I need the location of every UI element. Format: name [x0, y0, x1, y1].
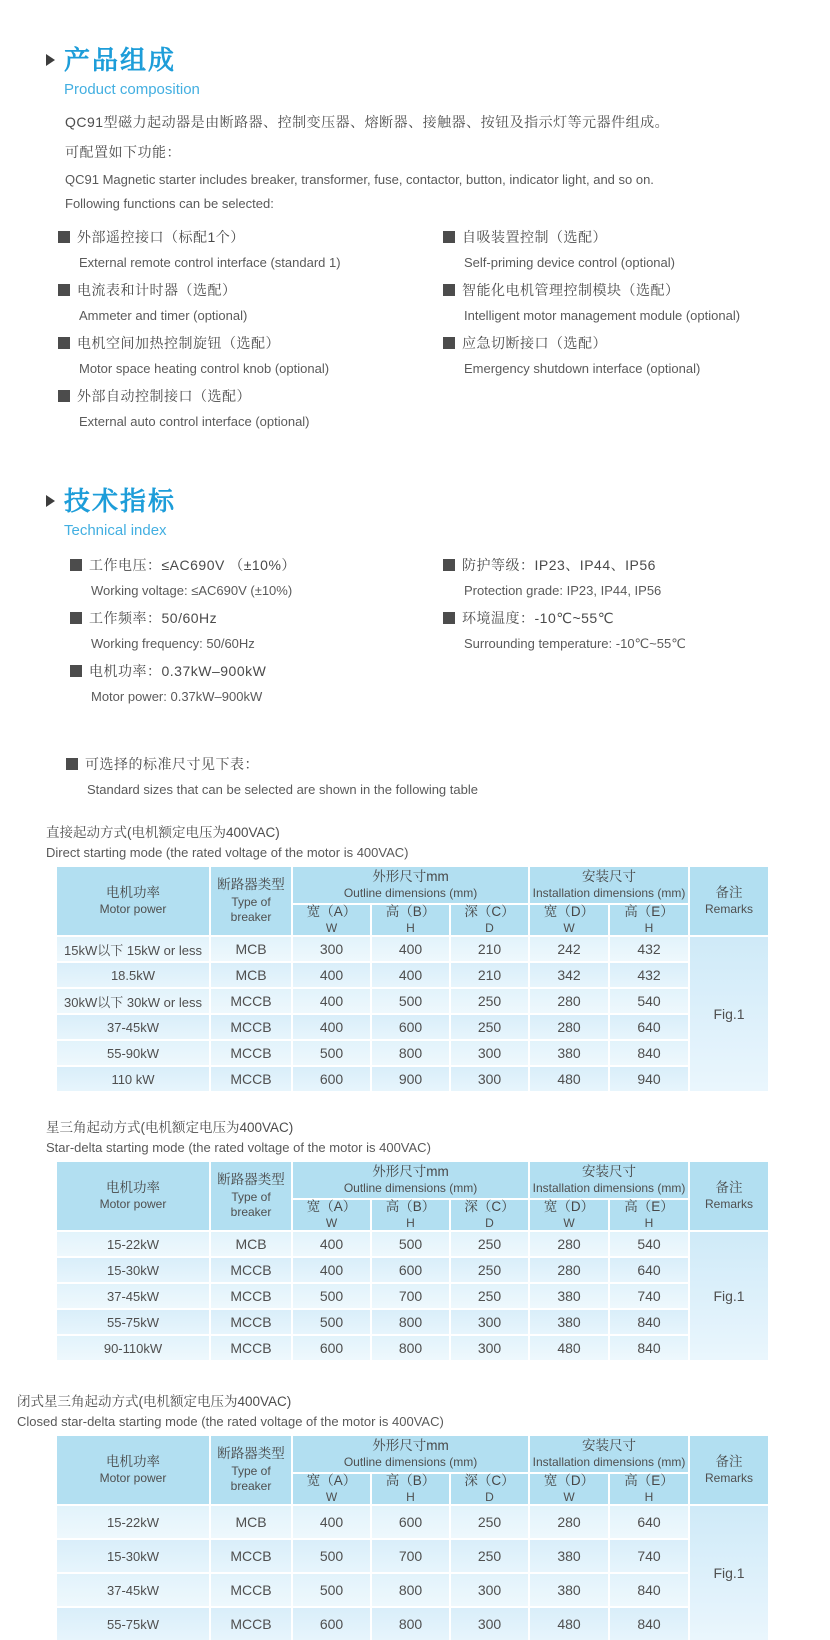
cell-width-d: 280 [530, 1258, 608, 1282]
cell-motor-power: 15-22kW [57, 1506, 209, 1538]
col-header-remarks: 备注 Remarks [690, 867, 768, 935]
cell-height-e: 940 [610, 1067, 688, 1091]
cell-height-b: 800 [372, 1336, 449, 1360]
cell-height-e: 740 [610, 1540, 688, 1572]
table-title-cn: 直接起动方式(电机额定电压为400VAC) [46, 825, 280, 840]
cell-width-d: 380 [530, 1540, 608, 1572]
cell-width-a: 300 [293, 937, 370, 961]
col-header-height-e: 高（E） H [610, 1200, 688, 1230]
feature-list [58, 227, 830, 439]
cell-breaker-type: MCCB [211, 1258, 291, 1282]
cell-height-e: 840 [610, 1310, 688, 1334]
cell-depth-c: 250 [451, 1284, 528, 1308]
filled-square-icon [443, 612, 455, 624]
feature-label-en: Ammeter and timer (optional) [79, 308, 248, 323]
feature-label-cn: 自吸装置控制（选配） [462, 229, 607, 245]
cell-breaker-type: MCCB [211, 1540, 291, 1572]
cell-width-d: 242 [530, 937, 608, 961]
cell-depth-c: 210 [451, 963, 528, 987]
col-header-breaker-type: 断路器类型 Type of breaker [211, 867, 291, 935]
cell-depth-c: 210 [451, 937, 528, 961]
cell-breaker-type: MCCB [211, 1284, 291, 1308]
paragraph-cn: QC91型磁力起动器是由断路器、控制变压器、熔断器、接触器、按钮及指示灯等元器件组成。 [65, 114, 670, 130]
spec-label-en: Working voltage: ≤AC690V (±10%) [91, 583, 293, 598]
filled-square-icon [443, 337, 455, 349]
col-header-height-b: 高（B） H [372, 905, 449, 935]
cell-motor-power: 55-90kW [57, 1041, 209, 1065]
cell-depth-c: 300 [451, 1608, 528, 1640]
cell-height-b: 400 [372, 937, 449, 961]
cell-depth-c: 300 [451, 1336, 528, 1360]
col-group-outline-dimensions: 外形尺寸mm Outline dimensions (mm) [293, 1436, 528, 1472]
table-closed-star-delta-starting [17, 1390, 830, 1640]
table-star-delta-starting [46, 1116, 830, 1360]
feature-label-en: External auto control interface (optional) [79, 414, 310, 429]
col-header-height-e: 高（E） H [610, 1474, 688, 1504]
cell-breaker-type: MCB [211, 1506, 291, 1538]
cell-width-a: 600 [293, 1608, 370, 1640]
feature-item [443, 280, 830, 323]
cell-width-a: 400 [293, 989, 370, 1013]
cell-motor-power: 15-22kW [57, 1232, 209, 1256]
feature-label-cn: 外部自动控制接口（选配） [77, 388, 251, 404]
filled-square-icon [58, 231, 70, 243]
cell-motor-power: 37-45kW [57, 1574, 209, 1606]
col-group-installation-dimensions: 安装尺寸 Installation dimensions (mm) [530, 867, 688, 903]
remarks-cell: Fig.1 [690, 1232, 768, 1360]
col-header-width-d: 宽（D） W [530, 1200, 608, 1230]
cell-breaker-type: MCB [211, 937, 291, 961]
cell-breaker-type: MCCB [211, 1015, 291, 1039]
table-title-cn: 星三角起动方式(电机额定电压为400VAC) [46, 1120, 294, 1135]
col-header-width-a: 宽（A） W [293, 1200, 370, 1230]
col-header-motor-power: 电机功率 Motor power [57, 1436, 209, 1504]
col-header-remarks: 备注 Remarks [690, 1436, 768, 1504]
standard-sizes-note [66, 754, 830, 797]
feature-label-cn: 应急切断接口（选配） [462, 335, 607, 351]
cell-width-d: 480 [530, 1608, 608, 1640]
col-header-breaker-type: 断路器类型 Type of breaker [211, 1436, 291, 1504]
cell-height-b: 600 [372, 1015, 449, 1039]
col-header-depth-c: 深（C） D [451, 1200, 528, 1230]
cell-width-d: 280 [530, 1232, 608, 1256]
spec-label-en: Surrounding temperature: -10℃~55℃ [464, 636, 686, 651]
feature-item [58, 386, 443, 429]
cell-depth-c: 250 [451, 1540, 528, 1572]
cell-motor-power: 90-110kW [57, 1336, 209, 1360]
cell-depth-c: 250 [451, 1506, 528, 1538]
cell-height-b: 900 [372, 1067, 449, 1091]
table-direct-starting [46, 821, 830, 1091]
cell-breaker-type: MCB [211, 1232, 291, 1256]
cell-height-b: 500 [372, 1232, 449, 1256]
spec-label-en: Working frequency: 50/60Hz [91, 636, 255, 651]
cell-breaker-type: MCCB [211, 1067, 291, 1091]
right-triangle-icon [46, 54, 55, 66]
cell-height-e: 840 [610, 1041, 688, 1065]
filled-square-icon [443, 559, 455, 571]
cell-height-b: 800 [372, 1310, 449, 1334]
spec-label-cn: 工作频率：50/60Hz [89, 610, 218, 626]
cell-motor-power: 15-30kW [57, 1540, 209, 1572]
feature-label-en: Self-priming device control (optional) [464, 255, 675, 270]
feature-item [443, 227, 830, 270]
filled-square-icon [443, 231, 455, 243]
cell-width-d: 480 [530, 1067, 608, 1091]
cell-width-d: 380 [530, 1041, 608, 1065]
remarks-cell: Fig.1 [690, 1506, 768, 1640]
cell-breaker-type: MCCB [211, 1310, 291, 1334]
spec-column-left [70, 555, 443, 714]
table-title-en: Closed star-delta starting mode (the rated voltage of the motor is 400VAC) [17, 1414, 444, 1429]
dimensions-table [57, 1162, 768, 1360]
spec-label-cn: 环境温度：-10℃~55℃ [462, 610, 614, 626]
filled-square-icon [70, 612, 82, 624]
cell-width-d: 280 [530, 1015, 608, 1039]
cell-breaker-type: MCCB [211, 1041, 291, 1065]
spec-label-en: Protection grade: IP23, IP44, IP56 [464, 583, 662, 598]
cell-motor-power: 55-75kW [57, 1310, 209, 1334]
dimensions-table [57, 1436, 768, 1640]
cell-motor-power: 15-30kW [57, 1258, 209, 1282]
cell-depth-c: 300 [451, 1310, 528, 1334]
spec-item [443, 555, 830, 598]
cell-width-d: 280 [530, 1506, 608, 1538]
section-technical-index-header [46, 439, 830, 539]
feature-label-cn: 智能化电机管理控制模块（选配） [462, 282, 680, 298]
feature-label-en: Emergency shutdown interface (optional) [464, 361, 701, 376]
dimensions-table [57, 867, 768, 1091]
col-header-width-d: 宽（D） W [530, 1474, 608, 1504]
col-group-outline-dimensions: 外形尺寸mm Outline dimensions (mm) [293, 867, 528, 903]
spec-list [70, 555, 830, 714]
cell-height-b: 400 [372, 963, 449, 987]
col-header-breaker-type: 断路器类型 Type of breaker [211, 1162, 291, 1230]
feature-item [58, 280, 443, 323]
cell-depth-c: 300 [451, 1067, 528, 1091]
col-header-height-b: 高（B） H [372, 1200, 449, 1230]
col-header-depth-c: 深（C） D [451, 905, 528, 935]
cell-height-b: 800 [372, 1041, 449, 1065]
cell-height-e: 432 [610, 937, 688, 961]
filled-square-icon [58, 390, 70, 402]
cell-width-a: 600 [293, 1336, 370, 1360]
cell-height-b: 800 [372, 1608, 449, 1640]
cell-depth-c: 250 [451, 989, 528, 1013]
cell-height-b: 800 [372, 1574, 449, 1606]
cell-height-e: 740 [610, 1284, 688, 1308]
cell-width-d: 380 [530, 1310, 608, 1334]
cell-height-e: 432 [610, 963, 688, 987]
cell-width-a: 600 [293, 1067, 370, 1091]
cell-breaker-type: MCCB [211, 1574, 291, 1606]
spec-label-cn: 工作电压：≤AC690V （±10%） [89, 557, 296, 573]
col-header-height-b: 高（B） H [372, 1474, 449, 1504]
spec-label-en: Motor power: 0.37kW–900kW [91, 689, 263, 704]
cell-height-e: 640 [610, 1258, 688, 1282]
feature-item [443, 333, 830, 376]
feature-label-cn: 电流表和计时器（选配） [77, 282, 237, 298]
col-group-installation-dimensions: 安装尺寸 Installation dimensions (mm) [530, 1162, 688, 1198]
col-header-width-d: 宽（D） W [530, 905, 608, 935]
cell-breaker-type: MCCB [211, 989, 291, 1013]
spec-column-right [443, 555, 830, 714]
col-header-remarks: 备注 Remarks [690, 1162, 768, 1230]
cell-width-a: 500 [293, 1574, 370, 1606]
cell-width-d: 380 [530, 1284, 608, 1308]
cell-height-e: 640 [610, 1015, 688, 1039]
filled-square-icon [443, 284, 455, 296]
note-label-cn: 可选择的标准尺寸见下表： [85, 756, 259, 772]
cell-height-b: 700 [372, 1540, 449, 1572]
col-header-width-a: 宽（A） W [293, 905, 370, 935]
cell-width-a: 500 [293, 1310, 370, 1334]
section-title-en: Technical index [64, 522, 167, 539]
table-title-en: Star-delta starting mode (the rated voltage of the motor is 400VAC) [46, 1140, 431, 1155]
filled-square-icon [58, 284, 70, 296]
cell-depth-c: 300 [451, 1041, 528, 1065]
cell-motor-power: 37-45kW [57, 1284, 209, 1308]
cell-breaker-type: MCB [211, 963, 291, 987]
spec-item [443, 608, 830, 652]
section-title-cn: 技术指标 [64, 486, 177, 516]
cell-depth-c: 250 [451, 1258, 528, 1282]
section-title-en: Product composition [64, 81, 200, 98]
cell-height-e: 640 [610, 1506, 688, 1538]
col-header-depth-c: 深（C） D [451, 1474, 528, 1504]
filled-square-icon [70, 665, 82, 677]
spec-item [70, 555, 443, 598]
cell-width-d: 280 [530, 989, 608, 1013]
cell-height-e: 840 [610, 1608, 688, 1640]
cell-height-b: 700 [372, 1284, 449, 1308]
cell-width-d: 342 [530, 963, 608, 987]
note-label-en: Standard sizes that can be selected are shown in the following table [87, 782, 478, 797]
spec-item [70, 608, 443, 651]
right-triangle-icon [46, 495, 55, 507]
cell-width-d: 480 [530, 1336, 608, 1360]
cell-height-e: 840 [610, 1336, 688, 1360]
cell-width-a: 500 [293, 1284, 370, 1308]
cell-width-a: 400 [293, 963, 370, 987]
cell-width-d: 380 [530, 1574, 608, 1606]
cell-breaker-type: MCCB [211, 1336, 291, 1360]
product-composition-paragraphs [65, 112, 830, 211]
spec-label-cn: 防护等级：IP23、IP44、IP56 [462, 557, 656, 573]
feature-label-cn: 外部遥控接口（标配1个） [77, 229, 245, 245]
cell-motor-power: 15kW以下 15kW or less [57, 937, 209, 961]
feature-column-right [443, 227, 830, 439]
table-title-cn: 闭式星三角起动方式(电机额定电压为400VAC) [17, 1394, 292, 1409]
table-title-en: Direct starting mode (the rated voltage of the motor is 400VAC) [46, 845, 409, 860]
section-title-cn: 产品组成 [64, 45, 177, 75]
cell-height-b: 500 [372, 989, 449, 1013]
cell-height-b: 600 [372, 1258, 449, 1282]
cell-width-a: 500 [293, 1041, 370, 1065]
cell-breaker-type: MCCB [211, 1608, 291, 1640]
section-product-composition-header [46, 0, 830, 98]
col-header-height-e: 高（E） H [610, 905, 688, 935]
paragraph-en: Following functions can be selected: [65, 196, 274, 211]
col-header-motor-power: 电机功率 Motor power [57, 867, 209, 935]
cell-height-e: 840 [610, 1574, 688, 1606]
feature-label-en: External remote control interface (standard 1) [79, 255, 341, 270]
filled-square-icon [70, 559, 82, 571]
cell-motor-power: 30kW以下 30kW or less [57, 989, 209, 1013]
paragraph-cn: 可配置如下功能： [65, 144, 181, 160]
spec-item [70, 661, 443, 704]
col-header-motor-power: 电机功率 Motor power [57, 1162, 209, 1230]
cell-width-a: 400 [293, 1232, 370, 1256]
cell-motor-power: 37-45kW [57, 1015, 209, 1039]
cell-motor-power: 18.5kW [57, 963, 209, 987]
col-group-outline-dimensions: 外形尺寸mm Outline dimensions (mm) [293, 1162, 528, 1198]
feature-label-en: Motor space heating control knob (optional) [79, 361, 330, 376]
feature-item [58, 333, 443, 376]
cell-height-e: 540 [610, 989, 688, 1013]
spec-label-cn: 电机功率：0.37kW–900kW [89, 663, 267, 679]
cell-motor-power: 110 kW [57, 1067, 209, 1091]
paragraph-en: QC91 Magnetic starter includes breaker, transformer, fuse, contactor, button, indicator light, and so on. [65, 172, 654, 187]
cell-width-a: 400 [293, 1506, 370, 1538]
cell-depth-c: 300 [451, 1574, 528, 1606]
feature-item [58, 227, 443, 270]
cell-width-a: 400 [293, 1015, 370, 1039]
cell-height-b: 600 [372, 1506, 449, 1538]
cell-width-a: 400 [293, 1258, 370, 1282]
cell-depth-c: 250 [451, 1015, 528, 1039]
col-header-width-a: 宽（A） W [293, 1474, 370, 1504]
filled-square-icon [66, 758, 78, 770]
feature-label-en: Intelligent motor management module (optional) [464, 308, 741, 323]
cell-width-a: 500 [293, 1540, 370, 1572]
cell-depth-c: 250 [451, 1232, 528, 1256]
feature-label-cn: 电机空间加热控制旋钮（选配） [77, 335, 280, 351]
feature-column-left [58, 227, 443, 439]
filled-square-icon [58, 337, 70, 349]
cell-motor-power: 55-75kW [57, 1608, 209, 1640]
remarks-cell: Fig.1 [690, 937, 768, 1091]
col-group-installation-dimensions: 安装尺寸 Installation dimensions (mm) [530, 1436, 688, 1472]
cell-height-e: 540 [610, 1232, 688, 1256]
